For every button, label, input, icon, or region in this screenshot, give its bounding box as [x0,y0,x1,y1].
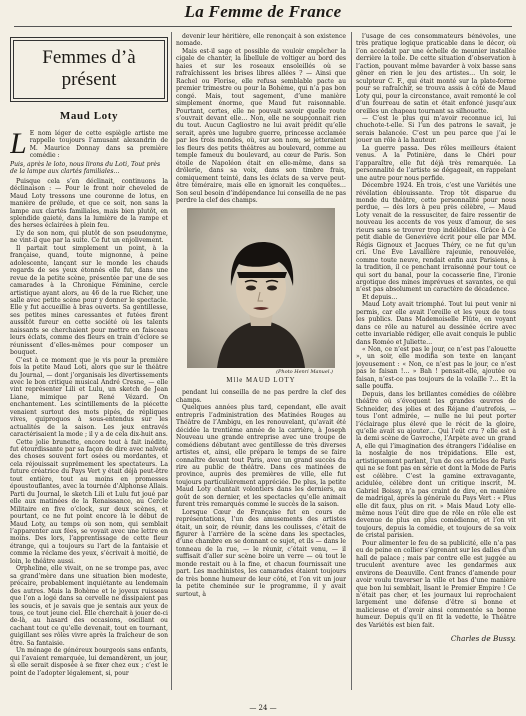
article-paragraph: Cette jolie brunette, encore tout à fait inédite, fut étourdissante par sa façon de dire avec naïveté des choses souvent fort osées ou mordantes, et cela réjouissait suprêmement les spectateurs. La future créatrice du Pays Vert y était déjà peut-être tout entière, tout au moins en promesses époustouflantes, avec la tournée d’Alphonse Allais. Parti du Journal, le sketch Lili et Lulu fut joué par elle aux matinées de la Renaissance, au Cercle Militaire en five o’clock, sur deux scènes, et pourtant, ce ne fut point encore là le début de Maud Loty, au temps où son nom, qui semblait l’apparenter aux fées, se voyait avec une lettre en moins. Des lors, l’apprentissage de cette fleur étrange, qui a toujours su l’art de la fantaisie et comme la réclame des yeux, s’écrivait à moitié, de loin, le théâtre aussi. [10,438,168,565]
article-paragraph: Maud Loty avait triomphé. Tout lui peut venir ni permis, car elle avait l’oreille et les yeux de tous les publics. Dans Mademoiselle Flûte, en voyant dans ce rôle au naturel au dessinée écrire avec cette invariable rédiger, elle avait conquis le public dans Roméo et Juliette… [356,301,516,346]
article-paragraph: Pour alimenter le feu de sa publicité, elle n’a pas eu de peine en collier s’égrenant sur les dalles d’un hall de palace ; mais par contre elle est juggée au truculent aventure avec les gendarmes aux environs de Deauville. Cent francs d’amende pour avoir voulu traverser la ville et bas d’une manière que bon lui semblait, lisant le Premier Empire ! Ce n’était pas cher, et les journaux lui reprochaient largement une défense d’être si bonne et malicieuse et d’avoir ainsi commentée sa bonne humeur. Depuis qu’il en fit la vedette, le Théâtre des Variétés est bien fait. [356,539,516,629]
page-number: — 24 — [249,704,277,712]
article-paragraph: l’usage de ces consommateurs bénévoles, une très pratique logique praticable dans le décor, où l’on accédait par une échelle de meunier installée derrière la toile. De cette situation d’observation à l’action, pouvant même bavarder à voix basse sans gêner en rien le jeu des artistes… Un soir, le sculpteur C. F., qui était monté sur la plate-forme pour se rafraîchir, se trouva assis à côté de Maud Loty qui, pour la circonstance, avait remonté le col d’un fourreau de satin et était enfoncé jusqu’aux oreilles un chapeau tournant sa silhouette. [356,33,516,115]
article-paragraph: Lorsque Cœur de Française fut en cours de représentations, l’un des amusements des artistes était, un soir, de réunir, dans les coulisses, c’était de figurer à l’arrière de la scène dans les spectacles, d’une chambre en se donnant ce sujet, et ils — dans le tonneau de la rue, — le réunir, c’était venu, — il suffisait d’aller sur scène boire un verre — où tout le monde restait ou à la fine, et chacun fournissait une part. Les machinistes, les camarades étaient toujours de très bonne humeur de leur côté, et l’on vit un jour la petite cheminée sur le programme, il y avait surtout, à [176,508,346,598]
column-1 [10,33,168,692]
epigraph: Puis, après le loto, nous lirons du Loti, Tout près de la lampe aux clartés familiales… [10,160,161,176]
article-paragraph: La guerre passa. Des rôles meilleurs étaient venus. A la Potinière, dans le Chéri pour l’apparaître, elle fut déjà très remarquée. La personnalité de l’artiste se dégageait, en rappelant une autre pour nous perfide. [356,144,516,182]
article-paragraph: Depuis, dans les brillantes comédies de célèbre théâtre où s’évoquent les grandes œuvres de Schneider, des jolies et des Réjane d’autrefois, — tous l’ont admirée, — nulle ne lui peut porter l’éclairage plus élevé que le récit de la gloire, qu’elle avait su ajouter… Qui l’eût cru ? elle est à la demi scène de Gavroche, l’Arpète avec un grand A, elle qui l’imagination des étrangers l’idéalise en la nostalgie de nos trépidations. Elle est, artistiquement parlant, l’un de ces articles de Paris qui ne se font pas en série et dont la Mode de Paris est célèbre. C’est la gamine extravagante, acidulée, célèbre dont un critique inscrit, M. Gabriel Boissy, n’a pas craint de dire, en manière de madrigal, après la générale du Pays Vert : « Plus elle dit faux, plus on rit. » Mais Maud Loty elle-même nous l’eût dire que de rôle en rôle elle est devenue de plus en plus comédienne, et l’on vit toujours, depuis la comédie, et toujours de sa voix de cristal parisien. [356,390,516,540]
masthead-rule [14,26,512,27]
article-subject: Maud Loty [59,110,119,122]
masthead [0,2,526,26]
article-paragraph: devenir leur héritière, elle renonçait à son existence nomade. [176,33,346,48]
article-paragraph: Quelques années plus tard, cependant, elle avait entrepris l’administration des Matinées Rouges au Théâtre de l’Ambigu, en les renouvelant, qu’avait été décidée la trentième année de la carrière, à Joseph Nouveau une grande entreprise avec une troupe de comédiens débutant avec gentillesse de très diverses artistes et, ainsi, elle prépara le temps de se faire connaître devant tout Paris, avec un grand succès du rire au public de théâtre. Dans ces matinées de province, auprès des premières de ville, elle fut toujours particulièrement appréciée. De plus, la petite Maud Loty chantait volontiers dans les derniers, au goût de son dernier, et les spectacles qu’elle animait furent très remarqués comme le succès de la saison. [176,404,346,509]
article-paragraph: — C’est le plus qui m’avoir reconnue ici, lui chuchote-t-elle. Si l’un des patrons le savait, je serais balancée. C’est un peu parce que j’ai le jouer un rôle à la hauteur. [356,114,516,145]
article-paragraph: Un ménage de généreux bourgeois sans enfants, qui l’avaient remarquée, lui demandèrent, un jour, si elle serait disposée à se fixer chez eux ; c’est le point de l’adopter légalement, si, pour [10,647,168,677]
article-paragraph: pendant lui conseilla de ne pas perdre la clef des champs. [176,389,346,404]
article-title-box [10,37,168,102]
article-paragraph: L’y de son nom, qui plutôt de son pseudonyme, ne vint-il que par la suite. Ce fut un enjolivement. [10,229,168,245]
author-signature: Charles de Bussy. [450,634,516,644]
column-1-body [10,178,168,677]
photo-caption: Mlle MAUD LOTY [226,377,296,385]
column-2-top-body [176,33,346,204]
intro-text: E nom léger de cette espiègle artiste me rappelle toujours l’amusant alexandrin de M. Maurice Donnay dans sa première comédie : [29,130,168,160]
article-paragraph: Il partait tout simplement un point, à la française, quand, toute mignonne, à peine adolescente, lançant sur le monde les chauds regards de ses yeux étonnés elle fut, dans une revue de la petite scène, présentée par une de ses camarades à la Chronique Féminine, cercle artistique ayant alors, au 46 de la rue Richer, une salle avec petite scène pour y donner le spectacle. Elle y fut accueillie à bras ouverts. Sa gentillesse, ses petites mines caressantes et futées firent aussitôt fureur en cette société où les talents naissants se cherchaient pour mettre en faisceau leurs éclats, comme des fleurs en train d’éclore se réunissent d’elles-mêmes pour composer un bouquet. [10,244,168,357]
article-paragraph: Orpheline, elle vivait, on ne se trompe pas, avec sa grand’mère dans une situation bien modeste, précaire, probablement inquiétante au lendemain des autres. Mais la Bohème et le joyeux ruisseau que l’on a logé dans sa cervelle ne dissipaient pas les soucis, et je savais que je sentais aux yeux de tous, ce tout jeune ciel. Elle cherchait à jouer de-ci de-là, au hasard des occasions, oscillant ou cachant tout ce qu’elle devenait, tout en tournant, guigillant ses rôles vivre après la fraîcheur de son être. Sa fantaisie. [10,565,168,647]
masthead-title: La Femme de France [184,2,342,21]
portrait-photo [187,208,335,368]
article-paragraph: Et depuis… [362,293,398,301]
drop-cap: L [10,127,27,160]
portrait-illustration [187,208,335,368]
portrait-figure [187,208,335,384]
column-2 [176,33,346,692]
photo-credit: (Photo Henri Manuel.) [276,369,333,376]
column-divider [351,32,352,690]
column-3 [356,33,516,692]
article-paragraph: « Non, ce n’est pas le jour, ce n’est pas l’alouette », un soir, elle modifia son texte en lançant joyeusement : « Non, ce n’est pas le jour, ce n’est pas le faisan !… » Bah ! pensait-elle, ajoutée ou faisan, n’est-ce pas toujours de la volaille ?… Et la salle pouffa. [356,346,516,391]
column-divider [171,32,172,690]
article-paragraph: Mais est-il sage et possible de vouloir empêcher la cigale de chanter, la libellule de voltiger au bord des haies et sur les roseaux ensoleillés où se rafraîchissent les brises libres allées ? — Ainsi que Rachel ou Florise, elle refusa semblable pacte au premier trimestre ou pour la Bohème, qui n’a pas bon congé. Mais, tout sagement, d’une manière simplement énorme, que Maud fut raisonnable. Pourtant, certes, elle ne pouvait savoir quelle route s’ouvrait devant elle… Non, elle ne soupçonnait rien du tout. Aucun Cagliostro ne lui avait prédit qu’elle serait, après une lugubre guerre, princesse acclamée par les trois mondes, où, sur son nom, se jetteraient les fleurs des petits théâtres au boulevard, comme au temple fameux du boulevard, au cœur de Paris. Son étoile de Napoléon était en elle-même, dans sa drôlerie, dans sa voix, dans son timbre frais, comiquement teinté, dans les éclats de sa verve peut-être téméraire, mais elle en ignorait les conquêtes… Son seul besoin d’indépendance lui conseilla de ne pas perdre la clef des champs. [176,47,346,204]
column-3-body [356,33,516,629]
article-title: Femmes d’à présent [13,40,165,99]
column-2-bottom-body [176,389,346,598]
article-paragraph: Puisque cela s’en déclinait, continuons la déclinaison : — Pour le front noir cheveled de Maud Loty tressons une couronne de lotus, en manière de prélude, et que ce soit, non sans la lampe aux clartés familiales, mais bien plutôt, en splendide gaieté, dans la lumière de la rampe et des herses éclairées à plein feu. [10,177,168,230]
intro-paragraph [10,127,168,160]
article-paragraph: C’est à ce moment que je vis pour la première fois la petite Maud Loti, alors que sur le théâtre du Journal, — dont j’organisais les divertissements avec le bon critique musical André Cresne, — elle vint représenter Lili et Lulu, un sketch de Jean Liane, mimique par René Vézard. On enchantement. Les scintillements de la piécette venaient surtout des mots pipés, de répliques vives, quiproquos à sous-entendus sur les actualités de la saison. Les jeux entravés caractérisaient la mode ; il y a de cela dix-huit ans. [10,356,168,439]
article-paragraph: Décembre 1924. En trois, c’est une Variétés une révélation éblouissante. Trop tôt disparue du monde du théâtre, cette personnalité pour nous perdue, — dès lors à peu près célèbre, — Maud Loty venait de la ressusciter, de faire ressentir de nouveau les accents de vos yeux d’amour, de ses rieurs sans se trouver trop indélébiles. Grâce à Ce petit diable de Genevièvе écrit pour elle par MM. Régis Gignoux et Jacques Théry, ce ne fut qu’un cri. Une Ève Lavallière rajeunie, renouvelée, comme toute neuve, rendait enfin aux Parisiens, à la tradition, il ce penchant irraisonné pour tout ce qui sort du banal, pour la cocasserie fine, l’ironie argotique des mines imprévues et savantes, ce qui n’est pas absolument un caractère de décadence. [356,182,516,294]
